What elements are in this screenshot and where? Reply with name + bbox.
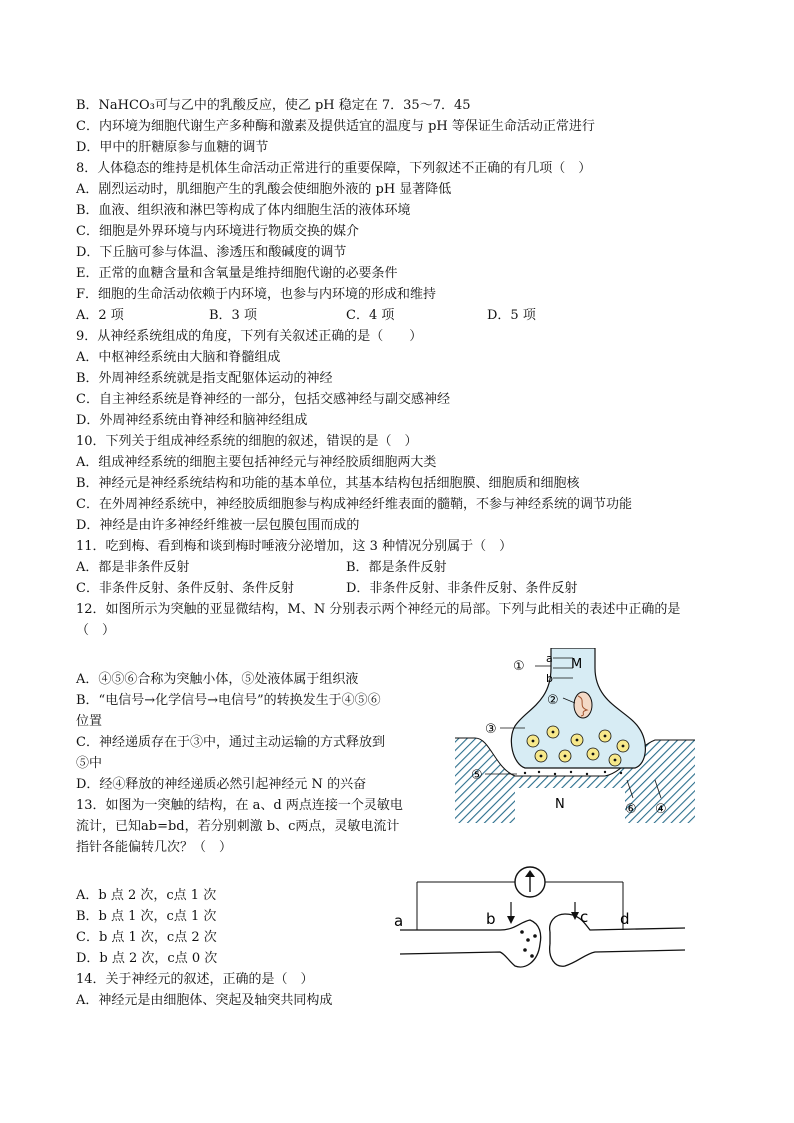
prev-option-d: D．甲中的肝糖原参与血糖的调节 <box>76 140 269 155</box>
q13-stem-1: 13．如图为一突触的结构，在 a、d 两点连接一个灵敏电 <box>76 798 403 813</box>
postsynaptic-neuron <box>550 914 685 966</box>
q13-stem-2: 流计，已知ab=bd，若分别刺激 b、c两点，灵敏电流计 <box>76 819 400 834</box>
q8-option-c: C．4 项 <box>346 308 395 323</box>
q14-option-a: A．神经元是由细胞体、突起及轴突共同构成 <box>76 993 333 1008</box>
label-6: ⑥ <box>625 802 637 817</box>
q10-option-d: D．神经是由许多神经纤维被一层包膜包围而成的 <box>76 518 360 533</box>
q9-option-c: C．自主神经系统是脊神经的一部分，包括交感神经与副交感神经 <box>76 392 450 407</box>
q8-item-d: D．下丘脑可参与体温、渗透压和酸碱度的调节 <box>76 245 347 260</box>
q11-options-row1 <box>76 558 721 578</box>
label-m: M <box>571 657 583 672</box>
q10-stem: 10．下列关于组成神经系统的细胞的叙述，错误的是（ ） <box>76 434 418 449</box>
label-5: ⑤ <box>471 768 483 783</box>
q11-stem: 11．吃到梅、看到梅和谈到梅时唾液分泌增加，这 3 种情况分别属于（ ） <box>76 539 513 554</box>
q8-option-d: D．5 项 <box>487 308 536 323</box>
synapse-figure <box>455 648 695 823</box>
q12-option-c: C．神经递质存在于③中，通过主动运输的方式释放到 <box>76 735 385 750</box>
q8-item-a: A．剧烈运动时，肌细胞产生的乳酸会使细胞外液的 pH 显著降低 <box>76 182 452 197</box>
q8-options <box>76 306 721 326</box>
q12-option-a: A．④⑤⑥合称为突触小体，⑤处液体属于组织液 <box>76 672 359 687</box>
presynaptic-fiber <box>400 920 541 967</box>
q9-option-d: D．外周神经系统由脊神经和脑神经组成 <box>76 413 308 428</box>
q12-stem: 12．如图所示为突触的亚显微结构，M、N 分别表示两个神经元的局部。下列与此相关的表述中正确的是 <box>76 602 681 617</box>
q10-option-b: B．神经元是神经系统结构和功能的基本单位，其基本结构包括细胞膜、细胞质和细胞核 <box>76 476 580 491</box>
q11-option-c: C．非条件反射、条件反射、条件反射 <box>76 581 294 596</box>
q10-option-c: C．在外周神经系统中，神经胶质细胞参与构成神经纤维表面的髓鞘，不参与神经系统的调节功能 <box>76 497 632 512</box>
q12-option-c-cont: ⑤中 <box>76 756 103 771</box>
label-4: ④ <box>655 802 667 817</box>
prev-option-b: B．NaHCO₃可与乙中的乳酸反应，使乙 pH 稳定在 7．35～7．45 <box>76 98 471 113</box>
label-a: a <box>546 652 553 665</box>
label-d: d <box>620 910 630 928</box>
q10-option-a: A．组成神经系统的细胞主要包括神经元与神经胶质细胞两大类 <box>76 455 437 470</box>
label-b: b <box>486 910 496 928</box>
label-a: a <box>394 912 404 930</box>
label-3: ③ <box>485 722 497 737</box>
q9-stem: 9．从神经系统组成的角度，下列有关叙述正确的是（ ） <box>76 329 423 344</box>
q13-option-b: B．b 点 1 次，c点 1 次 <box>76 909 217 924</box>
q13-option-d: D．b 点 2 次，c点 0 次 <box>76 951 218 966</box>
label-b: b <box>546 672 553 685</box>
q11-option-d: D．非条件反射、非条件反射、条件反射 <box>346 581 578 596</box>
q9-option-a: A．中枢神经系统由大脑和脊髓组成 <box>76 350 281 365</box>
q13-option-a: A．b 点 2 次，c点 1 次 <box>76 888 217 903</box>
label-1: ① <box>513 659 525 674</box>
label-n: N <box>555 797 565 812</box>
q12-stem-cont: （ ） <box>76 623 116 638</box>
q14-stem: 14．关于神经元的叙述，正确的是（ ） <box>76 972 314 987</box>
q12-option-b: B．“电信号→化学信号→电信号”的转换发生于④⑤⑥ <box>76 693 381 708</box>
prev-option-c: C．内环境为细胞代谢生产多种酶和激素及提供适宜的温度与 pH 等保证生命活动正常进行 <box>76 119 595 134</box>
q9-option-b: B．外周神经系统就是指支配躯体运动的神经 <box>76 371 333 386</box>
galvanometer-figure <box>390 862 690 982</box>
q13-option-c: C．b 点 1 次，c点 2 次 <box>76 930 217 945</box>
label-c: c <box>580 908 589 926</box>
q8-item-c: C．细胞是外界环境与内环境进行物质交换的媒介 <box>76 224 359 239</box>
q8-item-f: F．细胞的生命活动依赖于内环境，也参与内环境的形成和维持 <box>76 287 437 302</box>
q11-option-a: A．都是非条件反射 <box>76 560 190 575</box>
q8-option-a: A．2 项 <box>76 308 124 323</box>
q11-option-b: B．都是条件反射 <box>346 560 447 575</box>
neurotransmitter-dots <box>524 771 622 775</box>
q8-item-b: B．血液、组织液和淋巴等构成了体内细胞生活的液体环境 <box>76 203 411 218</box>
q8-option-b: B．3 项 <box>209 308 257 323</box>
q13-stem-3: 指针各能偏转几次？（ ） <box>76 840 233 855</box>
q12-option-d: D．经④释放的神经递质必然引起神经元 N 的兴奋 <box>76 777 367 792</box>
q12-option-b-cont: 位置 <box>76 714 103 729</box>
q8-item-e: E．正常的血糖含量和含氧量是维持细胞代谢的必要条件 <box>76 266 398 281</box>
q8-stem: 8．人体稳态的维持是机体生命活动正常进行的重要保障，下列叙述不正确的有几项（ ） <box>76 161 592 176</box>
label-2: ② <box>547 693 559 708</box>
q11-options-row2 <box>76 579 721 599</box>
